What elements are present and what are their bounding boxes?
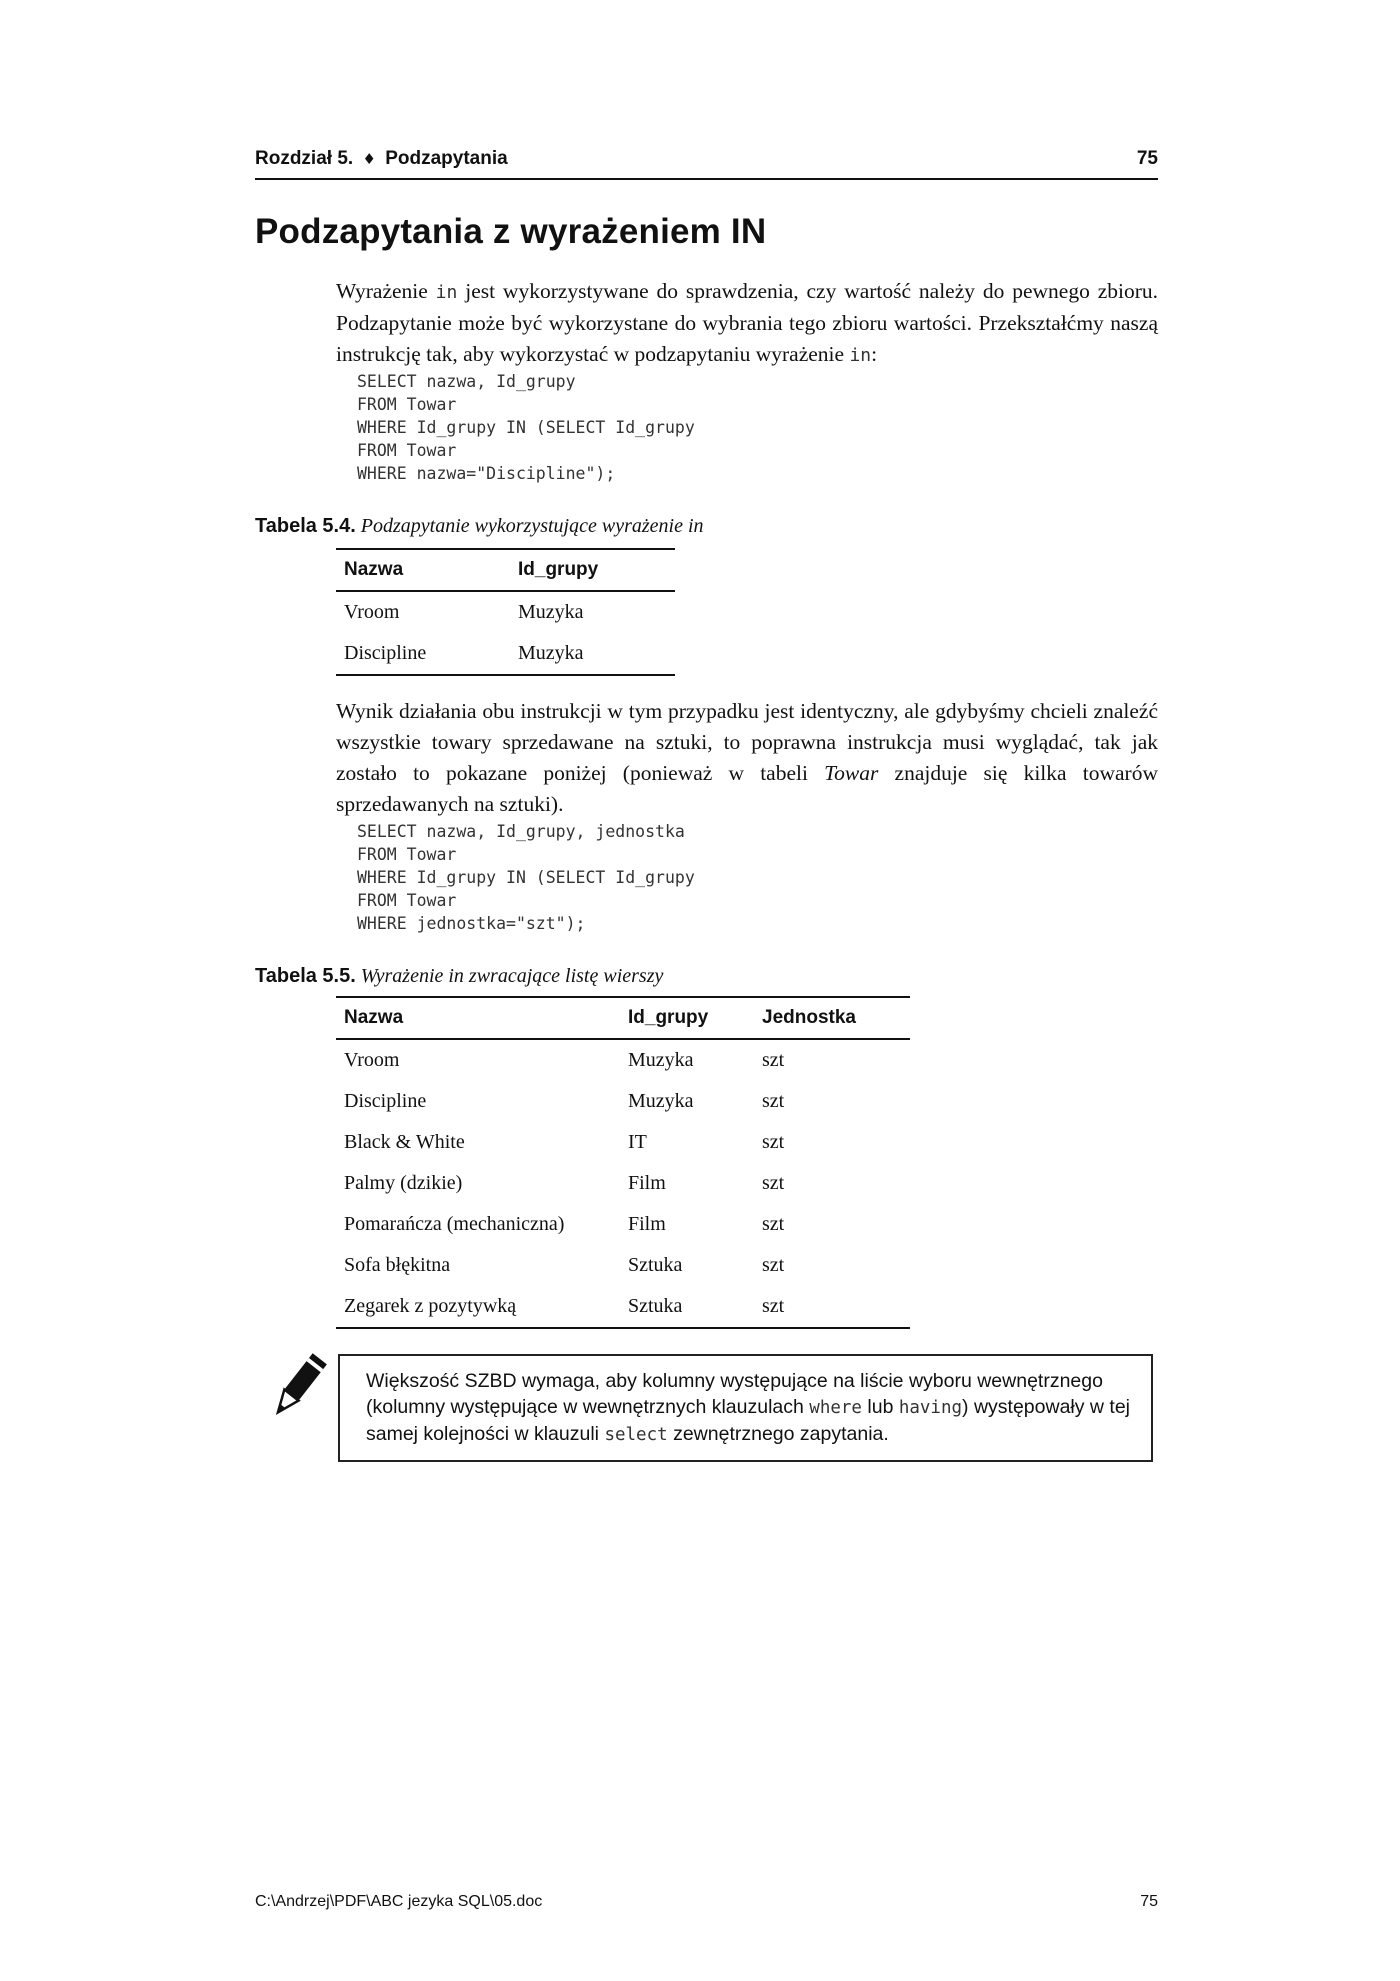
intro-text-3: : [871, 342, 878, 366]
cell-nazwa: Vroom [344, 1049, 400, 1071]
header-page-number: 75 [1136, 148, 1158, 169]
cell-jednostka: szt [762, 1213, 785, 1235]
cell-jednostka: szt [762, 1254, 785, 1276]
intro-code-in-1: in [435, 282, 458, 303]
table-5-5-caption-text: Wyrażenie in zwracające listę wierszy [360, 965, 664, 987]
cell-id-grupy: Film [628, 1172, 666, 1194]
table-5-4 [336, 548, 675, 676]
cell-id-grupy: Muzyka [628, 1049, 694, 1071]
chapter-title: Podzapytania [385, 148, 508, 169]
cell-id-grupy: Sztuka [628, 1254, 683, 1276]
cell-jednostka: szt [762, 1090, 785, 1112]
cell-jednostka: szt [762, 1172, 785, 1194]
note-text-2: lub [861, 1396, 899, 1418]
table-5-5-caption [255, 965, 663, 988]
cell-jednostka: szt [762, 1131, 785, 1153]
footer-page-number: 75 [1140, 1893, 1158, 1910]
result-paragraph [336, 696, 1158, 820]
footer-file-path: C:\Andrzej\PDF\ABC jezyka SQL\05.doc [255, 1893, 543, 1910]
sql-code-block-2: SELECT nazwa, Id_grupy, jednostka FROM Towar WHERE Id_grupy IN (SELECT Id_grupy FROM Towar WHERE jednostka="szt"); [357, 822, 695, 933]
cell-id-grupy: Muzyka [518, 601, 584, 623]
note-code-having: having [898, 1398, 963, 1418]
table-row [336, 1245, 910, 1286]
note-box [338, 1354, 1153, 1462]
chapter-number: Rozdział 5. [255, 148, 354, 169]
note-text-4: zewnętrznego zapytania. [667, 1423, 889, 1445]
cell-nazwa: Zegarek z pozytywką [336, 1286, 620, 1328]
cell-jednostka: szt [762, 1049, 785, 1071]
table-row [336, 1039, 910, 1081]
table-row [336, 1163, 910, 1204]
column-header-jednostka: Jednostka [754, 997, 910, 1039]
cell-nazwa: Discipline [336, 633, 510, 675]
table-5-4-label: Tabela 5.4. [255, 515, 356, 537]
cell-jednostka: szt [754, 1286, 910, 1328]
cell-id-grupy: Muzyka [628, 1090, 694, 1112]
table-row [336, 591, 675, 633]
cell-nazwa: Palmy (dzikie) [344, 1172, 463, 1194]
pencil-icon [262, 1353, 332, 1423]
table-row [336, 1204, 910, 1245]
cell-id-grupy: Film [628, 1213, 666, 1235]
intro-code-in-2: in [849, 345, 872, 366]
table-header-row [336, 997, 910, 1039]
cell-nazwa: Discipline [344, 1090, 427, 1112]
table-header-row [336, 549, 675, 591]
table-row [336, 1122, 910, 1163]
cell-id-grupy: IT [628, 1131, 647, 1153]
result-text-2: znajduje się kilka towarów sprzedawanych na sztuki). [336, 761, 1158, 816]
column-header-id-grupy: Id_grupy [510, 549, 675, 591]
note-code-select: select [604, 1425, 668, 1445]
section-title: Podzapytania z wyrażeniem IN [255, 212, 767, 251]
result-text-italic-towar: Towar [824, 761, 879, 785]
cell-nazwa: Vroom [344, 601, 400, 623]
result-text-1: Wynik działania obu instrukcji w tym przypadku jest identyczny, ale gdybyśmy chcieli znaleźć wszystkie towary sprzedawane na sztuki, to poprawna instrukcja musi wyglądać, tak jak zostało to pokazane poniżej (ponieważ w tabeli [336, 699, 1158, 785]
note-text [366, 1368, 1136, 1448]
table-5-4-caption [255, 515, 704, 538]
table-5-4-caption-text: Podzapytanie wykorzystujące wyrażenie in [360, 515, 704, 537]
cell-id-grupy: Muzyka [510, 633, 675, 675]
sql-code-block-1: SELECT nazwa, Id_grupy FROM Towar WHERE Id_grupy IN (SELECT Id_grupy FROM Towar WHERE nazwa="Discipline"); [357, 372, 695, 483]
table-5-5 [336, 996, 910, 1329]
note-code-where: where [809, 1398, 862, 1418]
intro-text-1: Wyrażenie [336, 279, 436, 303]
chapter-heading [255, 148, 508, 170]
running-header [255, 148, 1158, 180]
note-text-3: ) występowały w tej samej kolejności w klauzuli [366, 1396, 1131, 1445]
table-row [336, 633, 675, 675]
table-5-5-label: Tabela 5.5. [255, 965, 356, 987]
note-text-1: Większość SZBD wymaga, aby kolumny występujące na liście wyboru wewnętrznego (kolumny występujące w wewnętrznych klauzulach [366, 1370, 1103, 1418]
intro-text-2: jest wykorzystywane do sprawdzenia, czy wartość należy do pewnego zbioru. Podzapytanie może być wykorzystane do wybrania tego zbioru wartości. Przekształćmy naszą instrukcję tak, aby wykorzystać w podzapytaniu wyrażenie [336, 279, 1158, 366]
table-row [336, 1081, 910, 1122]
column-header-nazwa: Nazwa [336, 997, 620, 1039]
column-header-id-grupy: Id_grupy [620, 997, 754, 1039]
cell-nazwa: Black & White [344, 1131, 465, 1153]
cell-id-grupy: Sztuka [620, 1286, 754, 1328]
intro-paragraph [336, 276, 1158, 371]
cell-nazwa: Pomarańcza (mechaniczna) [344, 1213, 565, 1235]
table-row [336, 1286, 910, 1328]
diamond-separator-icon: ♦ [362, 150, 376, 168]
cell-nazwa: Sofa błękitna [344, 1254, 451, 1276]
column-header-nazwa: Nazwa [336, 549, 510, 591]
